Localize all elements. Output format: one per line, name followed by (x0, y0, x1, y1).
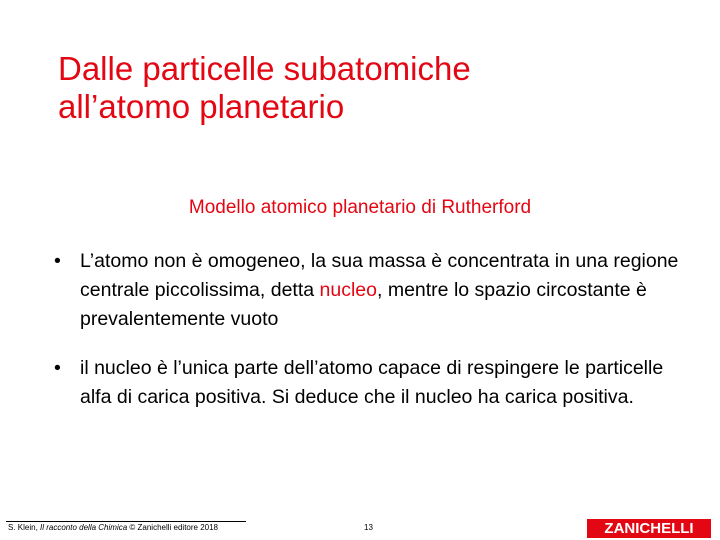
bullet-text-after: , mentre lo spazio circostante è prevalentemente vuoto (80, 279, 647, 330)
page-number: 13 (364, 523, 373, 532)
highlighted-term-nucleo: nucleo (319, 279, 377, 301)
bullet-text-before: L’atomo non è omogeneo, la sua massa è concentrata in una regione centrale piccolissima, detta (80, 250, 679, 301)
footer-credit (8, 523, 218, 533)
bullet-item-atom-mass (54, 247, 694, 334)
slide-title-line-2: all’atomo planetario (58, 88, 345, 125)
footer-publisher: © Zanichelli editore 2018 (127, 523, 219, 532)
slide-title (58, 50, 678, 126)
bullet-list (54, 247, 694, 432)
bullet-text (80, 247, 694, 334)
bullet-marker: • (54, 250, 61, 272)
slide-title-line-1: Dalle particelle subatomiche (58, 50, 471, 87)
footer-divider (6, 521, 246, 522)
bullet-marker: • (54, 357, 61, 379)
footer-author: S. Klein, (8, 523, 41, 532)
bullet-item-nucleus-charge (54, 354, 694, 412)
slide-subtitle: Modello atomico planetario di Rutherford (188, 197, 532, 218)
zanichelli-logo: ZANICHELLI (587, 519, 711, 538)
bullet-text: il nucleo è l’unica parte dell’atomo capace di respingere le particelle alfa di carica positiva. Si deduce che il nucleo ha carica positiva. (80, 357, 664, 408)
footer-book-title: Il racconto della Chimica (40, 523, 128, 532)
